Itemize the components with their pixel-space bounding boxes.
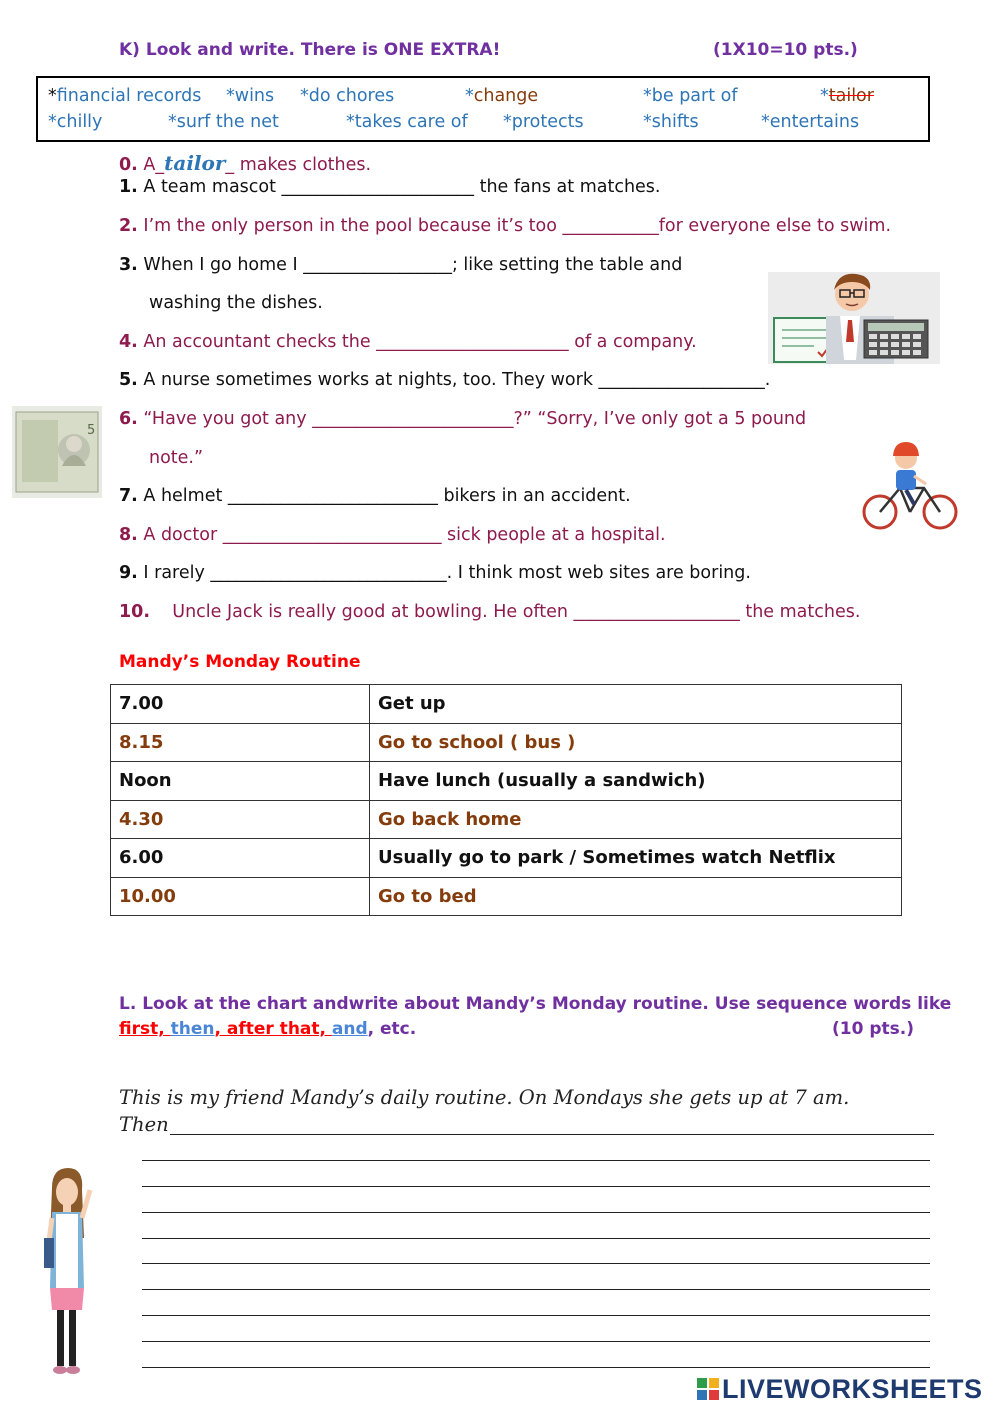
seq-word-and: and <box>331 1019 368 1039</box>
answer-line[interactable] <box>142 1367 930 1368</box>
word-surf-the-net: *surf the net <box>168 112 279 132</box>
routine-table <box>110 684 902 916</box>
question-5: 5. A nurse sometimes works at nights, too. They work ___________________. <box>119 370 771 390</box>
question-0: 0. A_tailor_ makes clothes. <box>119 151 372 175</box>
question-1: 1. A team mascot ______________________ the fans at matches. <box>119 177 661 197</box>
writing-intro: This is my friend Mandy’s daily routine. On Mondays she gets up at 7 am. <box>119 1086 850 1109</box>
activity-cell: Have lunch (usually a sandwich) <box>370 762 902 801</box>
time-cell: 10.00 <box>111 877 370 916</box>
section-l-instruction: L. Look at the chart andwrite about Mandy’s Monday routine. Use sequence words like <box>119 994 952 1014</box>
table-row <box>111 762 902 801</box>
logo-grid-icon <box>697 1378 719 1400</box>
seq-word-then: then <box>170 1019 215 1039</box>
routine-title: Mandy’s Monday Routine <box>119 652 361 672</box>
question-10: 10. Uncle Jack is really good at bowling. He often ___________________ the matches. <box>119 602 861 622</box>
answer-line[interactable] <box>142 1315 930 1316</box>
banknote-icon <box>12 406 102 498</box>
example-answer: tailor <box>164 151 226 175</box>
answer-line[interactable] <box>142 1238 930 1239</box>
word-wins: *wins <box>226 86 275 106</box>
liveworksheets-logo-icon <box>697 1378 719 1400</box>
word-chilly: *chilly <box>48 112 103 132</box>
girl-icon <box>38 1168 94 1382</box>
time-cell: 7.00 <box>111 685 370 724</box>
word-protects: *protects <box>503 112 584 132</box>
word-shifts: *shifts <box>643 112 699 132</box>
banknote-image <box>12 406 102 498</box>
question-4: 4. An accountant checks the ______________________ of a company. <box>119 332 697 352</box>
section-k-points: (1X10=10 pts.) <box>713 40 858 60</box>
word-be-part-of: *be part of <box>643 86 738 106</box>
question-3-cont: washing the dishes. <box>149 293 323 313</box>
table-row <box>111 877 902 916</box>
section-l-points: (10 pts.) <box>832 1019 914 1039</box>
time-cell: Noon <box>111 762 370 801</box>
liveworksheets-logo: LIVEWORKSHEETS <box>722 1374 983 1404</box>
accountant-image <box>768 272 940 364</box>
section-k-title: K) Look and write. There is ONE EXTRA! <box>119 40 501 60</box>
word-entertains: *entertains <box>761 112 860 132</box>
banknote-value: 5 <box>87 423 96 438</box>
answer-line[interactable] <box>142 1263 930 1264</box>
seq-word-etc: , etc. <box>367 1019 417 1039</box>
writing-then: Then <box>119 1113 169 1136</box>
question-2: 2. I’m the only person in the pool because it’s too ___________for everyone else to swim. <box>119 216 892 236</box>
question-3: 3. When I go home I _________________; like setting the table and <box>119 255 683 275</box>
question-6-cont: note.” <box>149 448 204 468</box>
biker-image <box>858 440 964 532</box>
word-do-chores: *do chores <box>300 86 395 106</box>
word-takes-care-of: *takes care of <box>346 112 468 132</box>
answer-line[interactable] <box>142 1289 930 1290</box>
table-row <box>111 685 902 724</box>
time-cell: 6.00 <box>111 839 370 878</box>
biker-icon <box>858 440 964 532</box>
seq-word-after-that: , after that, <box>214 1019 332 1039</box>
sequence-words <box>119 1019 416 1039</box>
answer-line[interactable] <box>142 1186 930 1187</box>
activity-cell: Go to bed <box>370 877 902 916</box>
question-9: 9. I rarely ___________________________. I think most web sites are boring. <box>119 563 751 583</box>
activity-cell: Go back home <box>370 800 902 839</box>
answer-line[interactable] <box>142 1341 930 1342</box>
activity-cell: Get up <box>370 685 902 724</box>
table-row <box>111 723 902 762</box>
accountant-icon <box>768 272 940 364</box>
activity-cell: Go to school ( bus ) <box>370 723 902 762</box>
question-7: 7. A helmet ________________________ bikers in an accident. <box>119 486 631 506</box>
table-row <box>111 839 902 878</box>
word-tailor: *tailor <box>820 86 874 106</box>
time-cell: 4.30 <box>111 800 370 839</box>
question-6: 6. “Have you got any _______________________?” “Sorry, I’ve only got a 5 pound <box>119 409 807 429</box>
answer-line[interactable] <box>142 1212 930 1213</box>
girl-image <box>38 1168 94 1382</box>
word-financial-records: *financial records <box>48 86 202 106</box>
seq-word-first: first, <box>119 1019 171 1039</box>
table-row <box>111 800 902 839</box>
word-bank <box>36 76 930 142</box>
answer-line[interactable] <box>142 1160 930 1161</box>
word-change: *change <box>465 86 539 106</box>
time-cell: 8.15 <box>111 723 370 762</box>
activity-cell: Usually go to park / Sometimes watch Netflix <box>370 839 902 878</box>
answer-line-first[interactable] <box>170 1134 934 1135</box>
question-8: 8. A doctor _________________________ sick people at a hospital. <box>119 525 666 545</box>
